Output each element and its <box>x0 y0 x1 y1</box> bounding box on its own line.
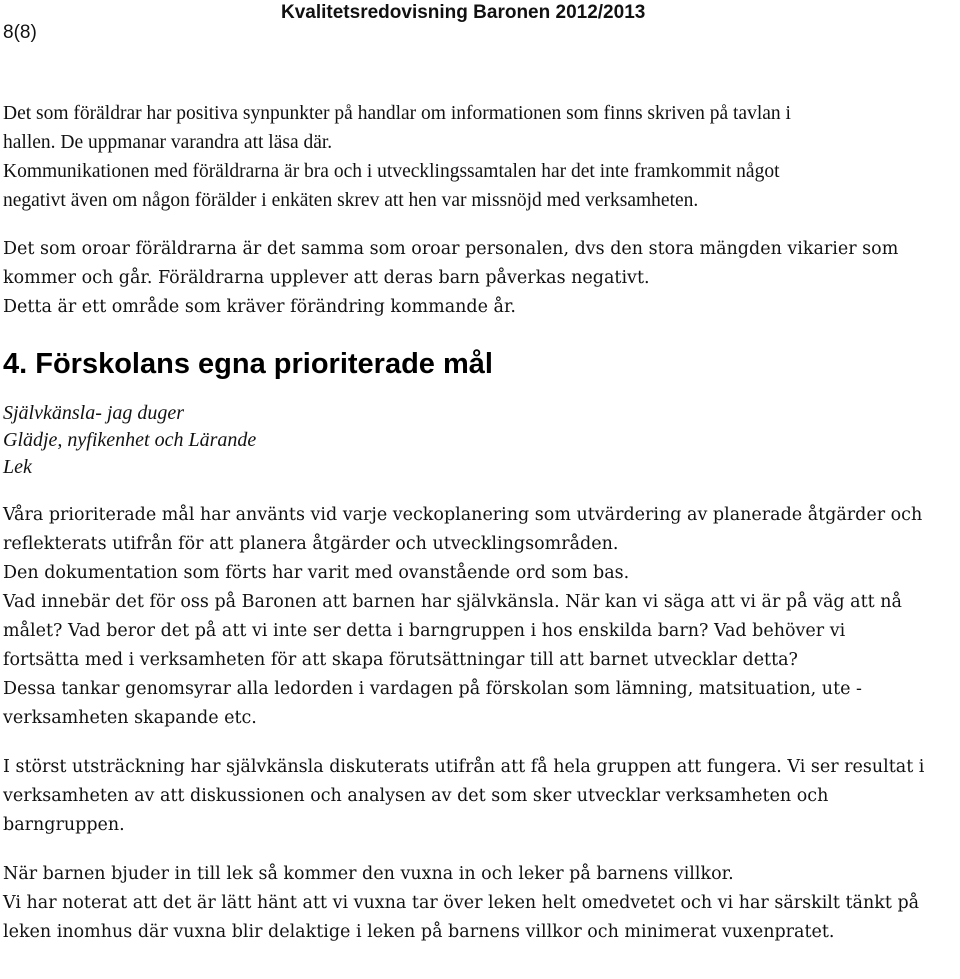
intro-paragraph-2 <box>3 235 959 322</box>
text-line: leken inomhus där vuxna blir delaktige i leken på barnens villkor och minimerat vuxenpratet. <box>3 922 835 942</box>
text-line: Detta är ett område som kräver förändring kommande år. <box>3 297 516 317</box>
text-line: reflekterats utifrån för att planera åtgärder och utvecklingsområden. <box>3 534 619 554</box>
text-line: negativt även om någon förälder i enkäten skrev att hen var missnöjd med verksamheten. <box>3 190 699 211</box>
text-line: När barnen bjuder in till lek så kommer den vuxna in och leker på barnens villkor. <box>3 864 734 884</box>
intro-paragraph-1 <box>3 99 959 215</box>
section4-paragraph-3 <box>3 860 959 947</box>
text-line: verksamheten skapande etc. <box>3 708 257 728</box>
document-title: Kvalitetsredovisning Baronen 2012/2013 <box>281 2 646 23</box>
text-line: målet? Vad beror det på att vi inte ser detta i barngruppen i hos enskilda barn? Vad behöver vi <box>3 621 846 641</box>
section-heading: 4. Förskolans egna prioriterade mål <box>3 348 493 380</box>
text-line: Kommunikationen med föräldrarna är bra och i utvecklingssamtalen har det inte framkommit något <box>3 161 780 182</box>
page-number: 8(8) <box>3 22 37 43</box>
text-line: fortsätta med i verksamheten för att skapa förutsättningar till att barnet utvecklar detta? <box>3 650 798 670</box>
text-line: Dessa tankar genomsyrar alla ledorden i vardagen på förskolan som lämning, matsituation, ute - <box>3 679 862 699</box>
goal-item: Lek <box>3 456 32 478</box>
text-line: Vi har noterat att det är lätt hänt att vi vuxna tar över leken helt omedvetet och vi har särskilt tänkt på <box>3 893 920 913</box>
goal-item: Glädje, nyfikenhet och Lärande <box>3 429 257 451</box>
text-line: hallen. De uppmanar varandra att läsa där. <box>3 132 333 153</box>
text-line: Det som oroar föräldrarna är det samma som oroar personalen, dvs den stora mängden vikarier som <box>3 239 899 259</box>
page-header <box>0 0 960 56</box>
goal-item: Självkänsla- jag duger <box>3 402 185 424</box>
text-line: Vad innebär det för oss på Baronen att barnen har självkänsla. När kan vi säga att vi är på väg att nå <box>3 592 902 612</box>
text-line: verksamheten av att diskussionen och analysen av det som sker utvecklar verksamheten och <box>3 786 829 806</box>
text-line: Våra prioriterade mål har använts vid varje veckoplanering som utvärdering av planerade åtgärder och <box>3 505 923 525</box>
text-line: Det som föräldrar har positiva synpunkter på handlar om informationen som finns skriven på tavlan i <box>3 103 791 124</box>
priority-goals-list <box>3 400 959 481</box>
text-line: kommer och går. Föräldrarna upplever att deras barn påverkas negativt. <box>3 268 650 288</box>
text-line: barngruppen. <box>3 815 125 835</box>
section4-paragraph-1 <box>3 501 959 733</box>
text-line: I störst utsträckning har självkänsla diskuterats utifrån att få hela gruppen att fungera. Vi ser resultat i <box>3 757 925 777</box>
page-content <box>3 99 959 947</box>
text-line: Den dokumentation som förts har varit med ovanstående ord som bas. <box>3 563 630 583</box>
section4-paragraph-2 <box>3 753 959 840</box>
